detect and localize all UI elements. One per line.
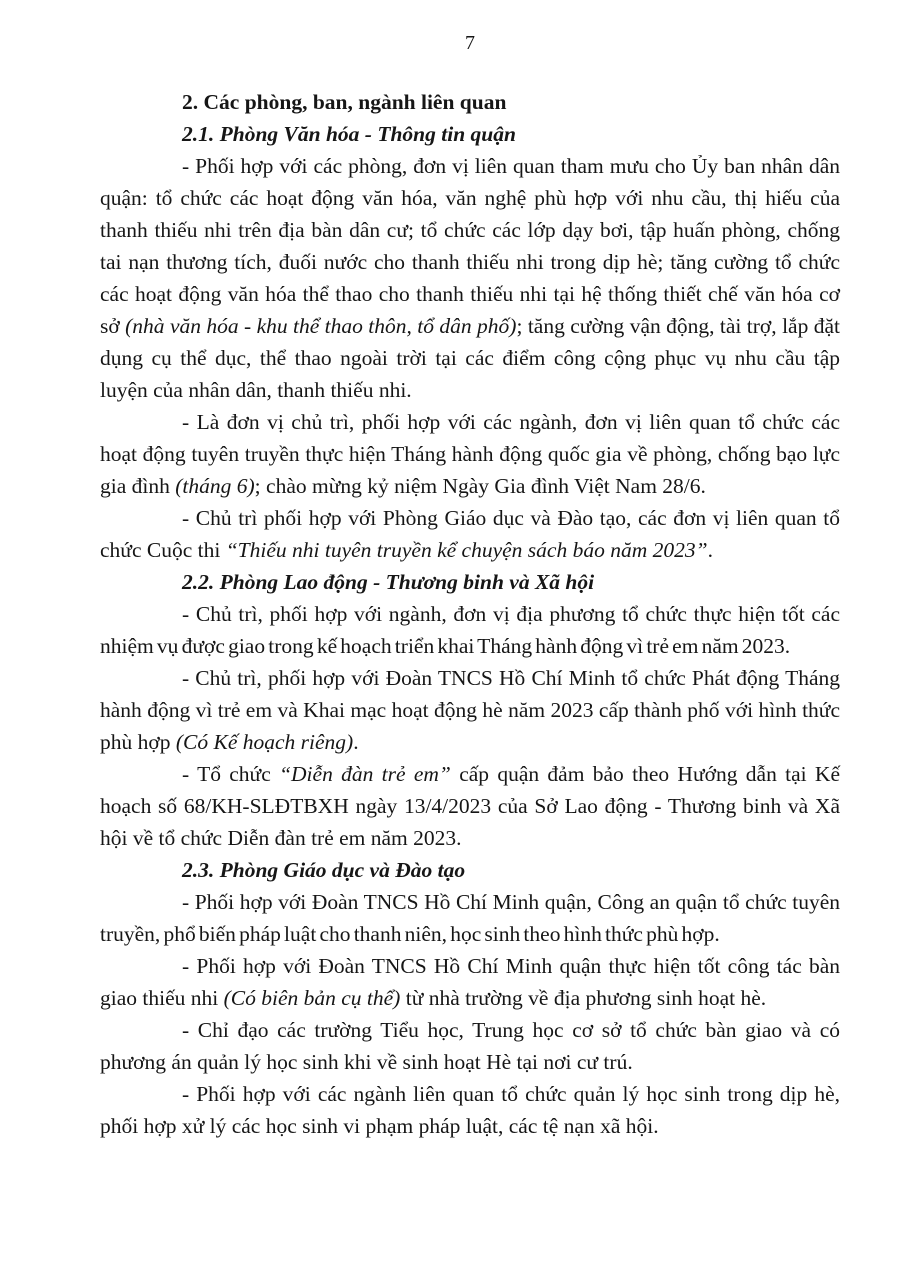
- paragraph-segment: (Có biên bản cụ thể): [223, 986, 401, 1010]
- paragraph-segment: ; chào mừng kỷ niệm Ngày Gia đình Việt Nam 28/6.: [254, 474, 706, 498]
- paragraph: [100, 886, 840, 950]
- paragraph: [100, 662, 840, 758]
- paragraph-segment: - Phối hợp với các phòng, đơn vị liên quan tham mưu cho Ủy ban nhân dân quận: tổ chức các hoạt động văn hóa, văn nghệ phù hợp với nhu cầu, thị hiếu của thanh thiếu nhi trên địa bàn dân cư; tổ chức các lớp dạy bơi, tập huấn phòng, chống tai nạn thương tích, đuối nước cho thanh thiếu nhi trong dịp hè; tăng cường tổ chức các hoạt động văn hóa thể thao cho thanh thiếu nhi tại hệ thống thiết chế văn hóa cơ sở: [100, 154, 840, 338]
- paragraph: [100, 598, 840, 662]
- paragraph-segment: (Có Kế hoạch riêng): [175, 730, 354, 754]
- paragraph: [100, 150, 840, 406]
- paragraph-segment: - Chủ trì, phối hợp với Đoàn TNCS Hồ Chí Minh tổ chức Phát động Tháng hành động vì trẻ em và Khai mạc hoạt động hè năm 2023 cấp thành phố với hình thức phù hợp: [100, 666, 840, 754]
- paragraph-segment: - Phối hợp với các ngành liên quan tổ chức quản lý học sinh trong dịp hè, phối hợp xử lý các học sinh vi phạm pháp luật, các tệ nạn xã hội.: [100, 1082, 840, 1138]
- paragraph-segment: “Diễn đàn trẻ em”: [279, 762, 451, 786]
- paragraph-segment: “Thiếu nhi tuyên truyền kể chuyện sách báo năm 2023”: [225, 538, 708, 562]
- paragraph-segment: - Phối hợp với Đoàn TNCS Hồ Chí Minh quận, Công an quận tổ chức tuyên truyền, phổ biến pháp luật cho thanh niên, học sinh theo hình thức phù hợp.: [100, 890, 840, 946]
- paragraph: [100, 1014, 840, 1078]
- paragraph: [100, 950, 840, 1014]
- paragraph-segment: - Chủ trì phối hợp với Phòng Giáo dục và Đào tạo, các đơn vị liên quan tổ chức Cuộc thi: [100, 506, 840, 562]
- paragraph-segment: ; tăng cường vận động, tài trợ, lắp đặt dụng cụ thể dục, thể thao ngoài trời tại các điểm công cộng phục vụ nhu cầu tập luyện của nhân dân, thanh thiếu nhi.: [100, 314, 840, 402]
- paragraph-segment: - Tổ chức: [182, 762, 280, 786]
- document-body: [100, 86, 840, 1142]
- paragraph-segment: (nhà văn hóa - khu thể thao thôn, tổ dân phố): [125, 314, 517, 338]
- paragraph-segment: .: [353, 730, 359, 754]
- page-number: 7: [465, 32, 475, 54]
- paragraph-segment: - Là đơn vị chủ trì, phối hợp với các ngành, đơn vị liên quan tổ chức các hoạt động tuyên truyền thực hiện Tháng hành động quốc gia về phòng, chống bạo lực gia đình: [100, 410, 840, 498]
- paragraph-segment: - Phối hợp với Đoàn TNCS Hồ Chí Minh quận thực hiện tốt công tác bàn giao thiếu nhi: [100, 954, 840, 1010]
- section-heading: 2.2. Phòng Lao động - Thương binh và Xã hội: [182, 570, 595, 594]
- paragraph: [100, 406, 840, 502]
- section-heading: 2. Các phòng, ban, ngành liên quan: [182, 90, 507, 114]
- paragraph-segment: - Chỉ đạo các trường Tiểu học, Trung học cơ sở tổ chức bàn giao và có phương án quản lý học sinh khi về sinh hoạt Hè tại nơi cư trú.: [100, 1018, 840, 1074]
- paragraph-segment: (tháng 6): [175, 474, 255, 498]
- section-heading: 2.1. Phòng Văn hóa - Thông tin quận: [182, 122, 516, 146]
- paragraph-segment: cấp quận đảm bảo theo Hướng dẫn tại Kế hoạch số 68/KH-SLĐTBXH ngày 13/4/2023 của Sở Lao động - Thương binh và Xã hội về tổ chức Diễn đàn trẻ em năm 2023.: [100, 762, 840, 850]
- paragraph: [100, 502, 840, 566]
- paragraph: [100, 758, 840, 854]
- paragraph: [100, 1078, 840, 1142]
- paragraph-segment: - Chủ trì, phối hợp với ngành, đơn vị địa phương tổ chức thực hiện tốt các nhiệm vụ được giao trong kế hoạch triển khai Tháng hành động vì trẻ em năm 2023.: [100, 602, 840, 658]
- paragraph-segment: .: [707, 538, 713, 562]
- paragraph-segment: từ nhà trường về địa phương sinh hoạt hè.: [400, 986, 767, 1010]
- section-heading: 2.3. Phòng Giáo dục và Đào tạo: [182, 858, 466, 882]
